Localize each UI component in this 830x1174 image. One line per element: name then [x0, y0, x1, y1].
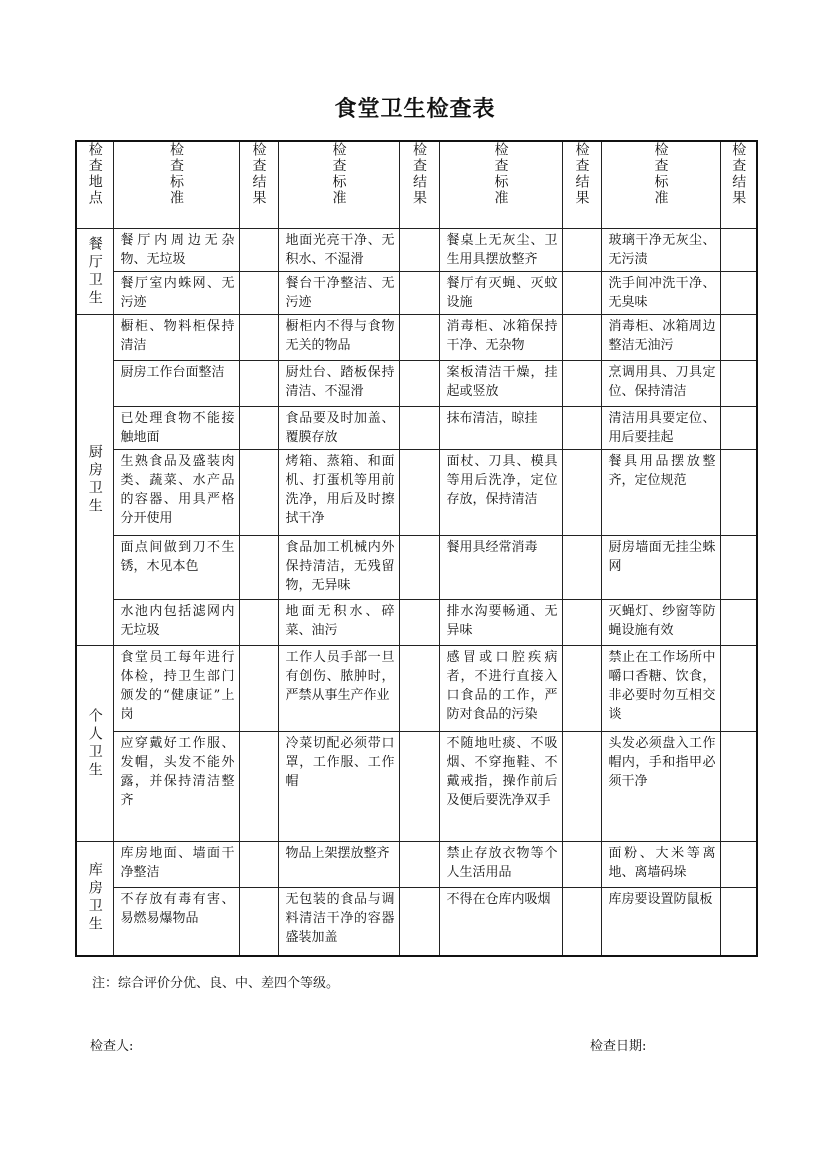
page-title: 食堂卫生检查表: [334, 97, 496, 122]
standard-cell: 餐用具经常消毒: [439, 536, 562, 600]
standard-cell: 玻璃干净无灰尘、无污渍: [601, 229, 720, 272]
standard-cell: 清洁用具要定位、用后要挂起: [601, 407, 720, 450]
result-cell[interactable]: [239, 315, 278, 361]
standard-cell: 不得在仓库内吸烟: [439, 888, 562, 956]
standard-cell: 不随地吐痰、不吸烟、不穿拖鞋、不戴戒指，操作前后及便后要洗净双手: [439, 732, 562, 842]
standard-cell: 面粉、大米等离地、离墙码垛: [601, 842, 720, 888]
result-cell[interactable]: [720, 361, 757, 407]
result-cell[interactable]: [720, 272, 757, 315]
result-cell[interactable]: [239, 229, 278, 272]
standard-cell: 面点间做到刀不生锈，木见本色: [113, 536, 239, 600]
standard-cell: 厨房墙面无挂尘蛛网: [601, 536, 720, 600]
standard-cell: 排水沟要畅通、无异味: [439, 600, 562, 646]
inspection-table: [75, 140, 758, 957]
standard-cell: 食品要及时加盖、覆膜存放: [278, 407, 399, 450]
result-cell[interactable]: [399, 229, 439, 272]
result-cell[interactable]: [720, 842, 757, 888]
header-result: 检查结果: [399, 141, 439, 229]
header-result: 检查结果: [239, 141, 278, 229]
result-cell[interactable]: [562, 732, 601, 842]
standard-cell: 面杖、刀具、模具等用后洗净，定位存放，保持清洁: [439, 450, 562, 536]
inspector-label: 检查人:: [90, 1039, 134, 1054]
standard-cell: 库房地面、墙面干净整洁: [113, 842, 239, 888]
result-cell[interactable]: [399, 732, 439, 842]
standard-cell: 应穿戴好工作服、发帽，头发不能外露，并保持清洁整齐: [113, 732, 239, 842]
standard-cell: 洗手间冲洗干净、无臭味: [601, 272, 720, 315]
result-cell[interactable]: [562, 646, 601, 732]
header-standard: 检查标准: [278, 141, 399, 229]
footnote: 注：综合评价分优、良、中、差四个等级。: [92, 976, 340, 991]
standard-cell: 餐厅室内蛛网、无污迹: [113, 272, 239, 315]
result-cell[interactable]: [562, 450, 601, 536]
table-row: [76, 646, 757, 732]
standard-cell: 抹布清洁，晾挂: [439, 407, 562, 450]
standard-cell: 库房要设置防鼠板: [601, 888, 720, 956]
result-cell[interactable]: [720, 407, 757, 450]
result-cell[interactable]: [562, 842, 601, 888]
standard-cell: 物品上架摆放整齐: [278, 842, 399, 888]
result-cell[interactable]: [399, 600, 439, 646]
table-row: [76, 450, 757, 536]
standard-cell: 餐厅内周边无杂物、无垃圾: [113, 229, 239, 272]
location-cell: 厨房卫生: [76, 315, 113, 646]
standard-cell: 餐具用品摆放整齐，定位规范: [601, 450, 720, 536]
result-cell[interactable]: [399, 361, 439, 407]
standard-cell: 餐桌上无灰尘、卫生用具摆放整齐: [439, 229, 562, 272]
standard-cell: 餐厅有灭蝇、灭蚊设施: [439, 272, 562, 315]
result-cell[interactable]: [562, 888, 601, 956]
result-cell[interactable]: [562, 315, 601, 361]
standard-cell: 不存放有毒有害、易燃易爆物品: [113, 888, 239, 956]
result-cell[interactable]: [720, 450, 757, 536]
result-cell[interactable]: [399, 272, 439, 315]
result-cell[interactable]: [720, 888, 757, 956]
header-standard: 检查标准: [439, 141, 562, 229]
standard-cell: 灭蝇灯、纱窗等防蝇设施有效: [601, 600, 720, 646]
standard-cell: 橱柜、物料柜保持清洁: [113, 315, 239, 361]
location-cell: 库房卫生: [76, 842, 113, 956]
standard-cell: 消毒柜、冰箱周边整洁无油污: [601, 315, 720, 361]
result-cell[interactable]: [399, 315, 439, 361]
table-row: [76, 407, 757, 450]
header-location: 检查地点: [76, 141, 113, 229]
header-row: [76, 141, 757, 229]
location-cell: 个人卫生: [76, 646, 113, 842]
standard-cell: 地面光亮干净、无积水、不湿滑: [278, 229, 399, 272]
table-row: [76, 229, 757, 272]
result-cell[interactable]: [562, 272, 601, 315]
result-cell[interactable]: [239, 450, 278, 536]
result-cell[interactable]: [720, 646, 757, 732]
result-cell[interactable]: [399, 646, 439, 732]
standard-cell: 食堂员工每年进行体检，持卫生部门颁发的“健康证”上岗: [113, 646, 239, 732]
result-cell[interactable]: [239, 272, 278, 315]
standard-cell: 地面无积水、碎菜、油污: [278, 600, 399, 646]
standard-cell: 食品加工机械内外保持清洁，无残留物，无异味: [278, 536, 399, 600]
result-cell[interactable]: [720, 315, 757, 361]
standard-cell: 橱柜内不得与食物无关的物品: [278, 315, 399, 361]
inspection-date-label: 检查日期:: [590, 1039, 647, 1054]
standard-cell: 餐台干净整洁、无污迹: [278, 272, 399, 315]
result-cell[interactable]: [399, 536, 439, 600]
result-cell[interactable]: [239, 732, 278, 842]
standard-cell: 消毒柜、冰箱保持干净、无杂物: [439, 315, 562, 361]
table-row: [76, 600, 757, 646]
standard-cell: 感冒或口腔疾病者，不进行直接入口食品的工作，严防对食品的污染: [439, 646, 562, 732]
result-cell[interactable]: [562, 600, 601, 646]
header-result: 检查结果: [720, 141, 757, 229]
result-cell[interactable]: [239, 407, 278, 450]
table-row: [76, 315, 757, 361]
standard-cell: 冷菜切配必须带口罩，工作服、工作帽: [278, 732, 399, 842]
result-cell[interactable]: [720, 600, 757, 646]
standard-cell: 厨灶台、踏板保持清洁、不湿滑: [278, 361, 399, 407]
standard-cell: 头发必须盘入工作帽内，手和指甲必须干净: [601, 732, 720, 842]
table-row: [76, 272, 757, 315]
result-cell[interactable]: [239, 888, 278, 956]
result-cell[interactable]: [399, 407, 439, 450]
result-cell[interactable]: [239, 600, 278, 646]
result-cell[interactable]: [720, 536, 757, 600]
standard-cell: 无包装的食品与调料清洁干净的容器盛装加盖: [278, 888, 399, 956]
table-row: [76, 732, 757, 842]
table-row: [76, 536, 757, 600]
standard-cell: 案板清洁干燥，挂起或竖放: [439, 361, 562, 407]
standard-cell: 工作人员手部一旦有创伤、脓肿时，严禁从事生产作业: [278, 646, 399, 732]
standard-cell: 禁止在工作场所中嚼口香糖、饮食，非必要时勿互相交谈: [601, 646, 720, 732]
header-standard: 检查标准: [113, 141, 239, 229]
standard-cell: 生熟食品及盛装肉类、蔬菜、水产品的容器、用具严格分开使用: [113, 450, 239, 536]
standard-cell: 已处理食物不能接触地面: [113, 407, 239, 450]
standard-cell: 禁止存放衣物等个人生活用品: [439, 842, 562, 888]
table-row: [76, 842, 757, 888]
result-cell[interactable]: [239, 646, 278, 732]
result-cell[interactable]: [239, 361, 278, 407]
result-cell[interactable]: [562, 407, 601, 450]
standard-cell: 烤箱、蒸箱、和面机、打蛋机等用前洗净，用后及时擦拭干净: [278, 450, 399, 536]
result-cell[interactable]: [562, 536, 601, 600]
result-cell[interactable]: [562, 229, 601, 272]
header-standard: 检查标准: [601, 141, 720, 229]
result-cell[interactable]: [720, 229, 757, 272]
table-row: [76, 888, 757, 956]
result-cell[interactable]: [399, 842, 439, 888]
result-cell[interactable]: [562, 361, 601, 407]
result-cell[interactable]: [720, 732, 757, 842]
result-cell[interactable]: [399, 450, 439, 536]
standard-cell: 厨房工作台面整洁: [113, 361, 239, 407]
standard-cell: 烹调用具、刀具定位、保持清洁: [601, 361, 720, 407]
table-row: [76, 361, 757, 407]
result-cell[interactable]: [239, 536, 278, 600]
standard-cell: 水池内包括滤网内无垃圾: [113, 600, 239, 646]
location-cell: 餐厅卫生: [76, 229, 113, 315]
result-cell[interactable]: [399, 888, 439, 956]
result-cell[interactable]: [239, 842, 278, 888]
header-result: 检查结果: [562, 141, 601, 229]
